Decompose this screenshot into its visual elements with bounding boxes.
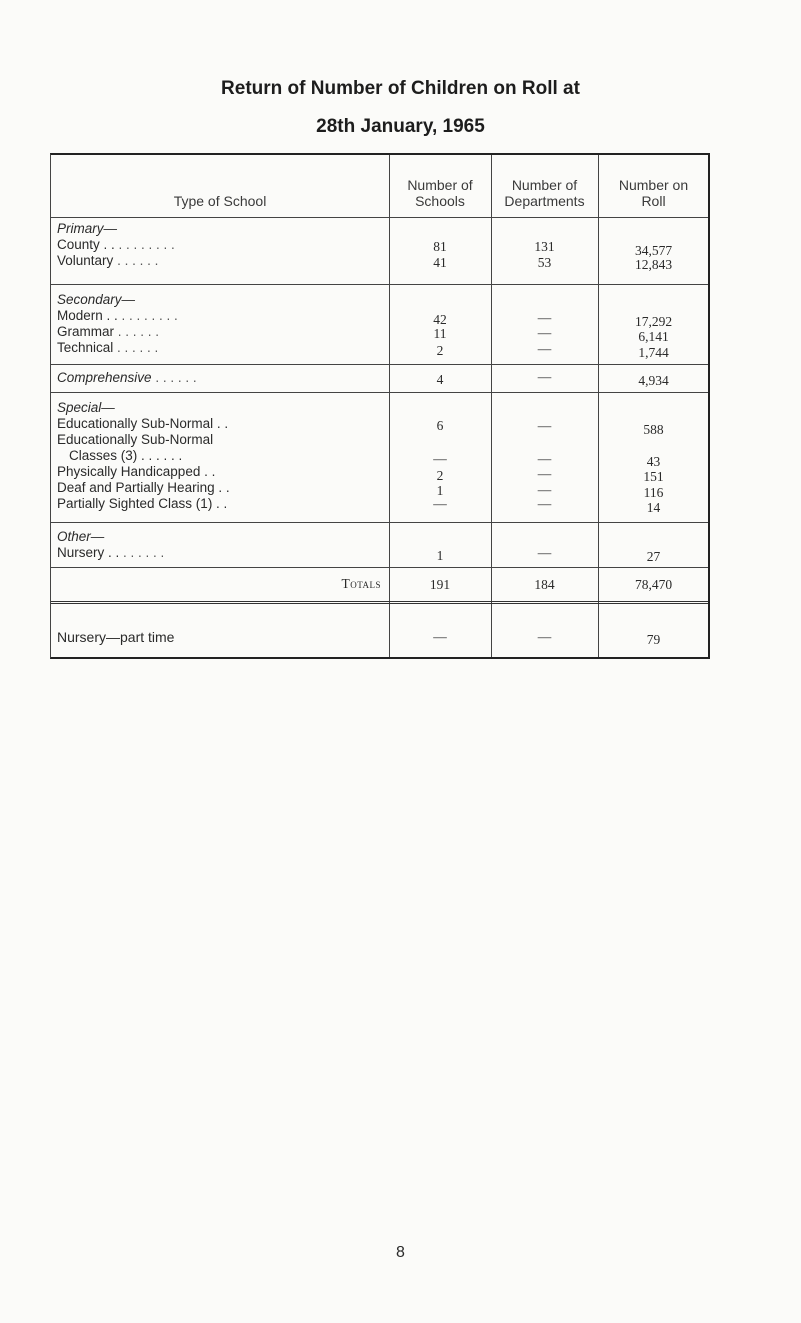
header-departments-2: Departments bbox=[504, 193, 585, 209]
cell-roll: 27 bbox=[646, 549, 661, 564]
section-primary: Primary— bbox=[57, 221, 117, 236]
cell-roll: 17,292 bbox=[634, 314, 673, 329]
cell-roll: 79 bbox=[646, 632, 661, 647]
row-label: Comprehensive . . . . . . bbox=[57, 370, 197, 385]
cell-roll: 4,934 bbox=[638, 373, 669, 388]
row-divider bbox=[51, 364, 708, 365]
header-divider bbox=[51, 217, 708, 218]
cell-departments: — bbox=[537, 629, 552, 644]
cell-departments: — bbox=[537, 341, 552, 356]
cell-schools: 6 bbox=[436, 418, 444, 433]
page-subtitle: 28th January, 1965 bbox=[316, 116, 485, 137]
page-title: Return of Number of Children on Roll at bbox=[221, 78, 580, 99]
cell-schools: 41 bbox=[433, 255, 447, 270]
section-secondary: Secondary— bbox=[57, 292, 136, 307]
cell-departments: — bbox=[537, 310, 552, 325]
header-schools-2: Schools bbox=[415, 193, 465, 209]
header-roll-2: Roll bbox=[641, 193, 666, 209]
row-label: Educationally Sub-Normal bbox=[57, 432, 214, 447]
row-label: Physically Handicapped . . bbox=[57, 464, 216, 479]
cell-schools: 2 bbox=[436, 468, 444, 483]
row-label: Technical . . . . . . bbox=[57, 340, 159, 355]
cell-departments: — bbox=[537, 325, 552, 340]
header-roll-1: Number on bbox=[618, 177, 689, 193]
cell-departments: — bbox=[537, 418, 552, 433]
totals-roll: 78,470 bbox=[634, 577, 673, 592]
cell-schools: 1 bbox=[436, 483, 444, 498]
row-label: Nursery—part time bbox=[57, 629, 175, 645]
cell-departments: 131 bbox=[534, 239, 555, 254]
cell-roll: 116 bbox=[643, 485, 664, 500]
cell-schools: — bbox=[433, 451, 447, 466]
cell-departments: — bbox=[537, 496, 552, 511]
row-label: County . . . . . . . . . . bbox=[57, 237, 175, 252]
row-divider bbox=[51, 392, 708, 393]
cell-schools: 2 bbox=[436, 343, 444, 358]
cell-schools: 11 bbox=[433, 326, 447, 341]
row-label: Modern . . . . . . . . . . bbox=[57, 308, 178, 323]
cell-roll: 12,843 bbox=[634, 257, 673, 272]
row-label: Educationally Sub-Normal . . bbox=[57, 416, 229, 431]
row-label: Deaf and Partially Hearing . . bbox=[57, 480, 230, 495]
cell-roll: 151 bbox=[643, 469, 664, 484]
cell-roll: 14 bbox=[646, 500, 661, 515]
cell-roll: 1,744 bbox=[638, 345, 669, 360]
cell-departments: — bbox=[537, 369, 552, 384]
cell-departments: — bbox=[537, 545, 552, 560]
row-label: Partially Sighted Class (1) . . bbox=[57, 496, 228, 511]
section-other: Other— bbox=[57, 529, 105, 544]
header-schools-1: Number of bbox=[407, 177, 473, 193]
header-departments-1: Number of bbox=[511, 177, 578, 193]
totals-schools: 191 bbox=[429, 577, 451, 592]
row-label: Nursery . . . . . . . . bbox=[57, 545, 165, 560]
cell-roll: 34,577 bbox=[634, 243, 673, 258]
totals-divider bbox=[51, 601, 708, 604]
row-divider bbox=[51, 284, 708, 285]
cell-schools: 1 bbox=[436, 548, 444, 563]
cell-departments: 53 bbox=[537, 255, 552, 270]
cell-schools: — bbox=[433, 496, 447, 511]
cell-departments: — bbox=[537, 466, 552, 481]
cell-schools: 4 bbox=[436, 372, 444, 387]
roll-table bbox=[50, 153, 710, 659]
cell-roll: 43 bbox=[646, 454, 661, 469]
cell-roll: 588 bbox=[643, 422, 664, 437]
row-label: Voluntary . . . . . . bbox=[57, 253, 159, 268]
cell-roll: 6,141 bbox=[638, 329, 669, 344]
cell-schools: 42 bbox=[433, 312, 447, 327]
totals-label: Totals bbox=[341, 576, 381, 591]
cell-schools: — bbox=[433, 629, 447, 644]
cell-departments: — bbox=[537, 451, 552, 466]
cell-schools: 81 bbox=[433, 239, 447, 254]
row-divider bbox=[51, 567, 708, 568]
totals-departments: 184 bbox=[534, 577, 555, 592]
row-divider bbox=[51, 522, 708, 523]
page-number: 8 bbox=[396, 1244, 405, 1261]
cell-departments: — bbox=[537, 482, 552, 497]
row-label: Grammar . . . . . . bbox=[57, 324, 160, 339]
row-label: Classes (3) . . . . . . bbox=[69, 448, 183, 463]
header-type: Type of School bbox=[173, 193, 267, 209]
section-special: Special— bbox=[57, 400, 115, 415]
